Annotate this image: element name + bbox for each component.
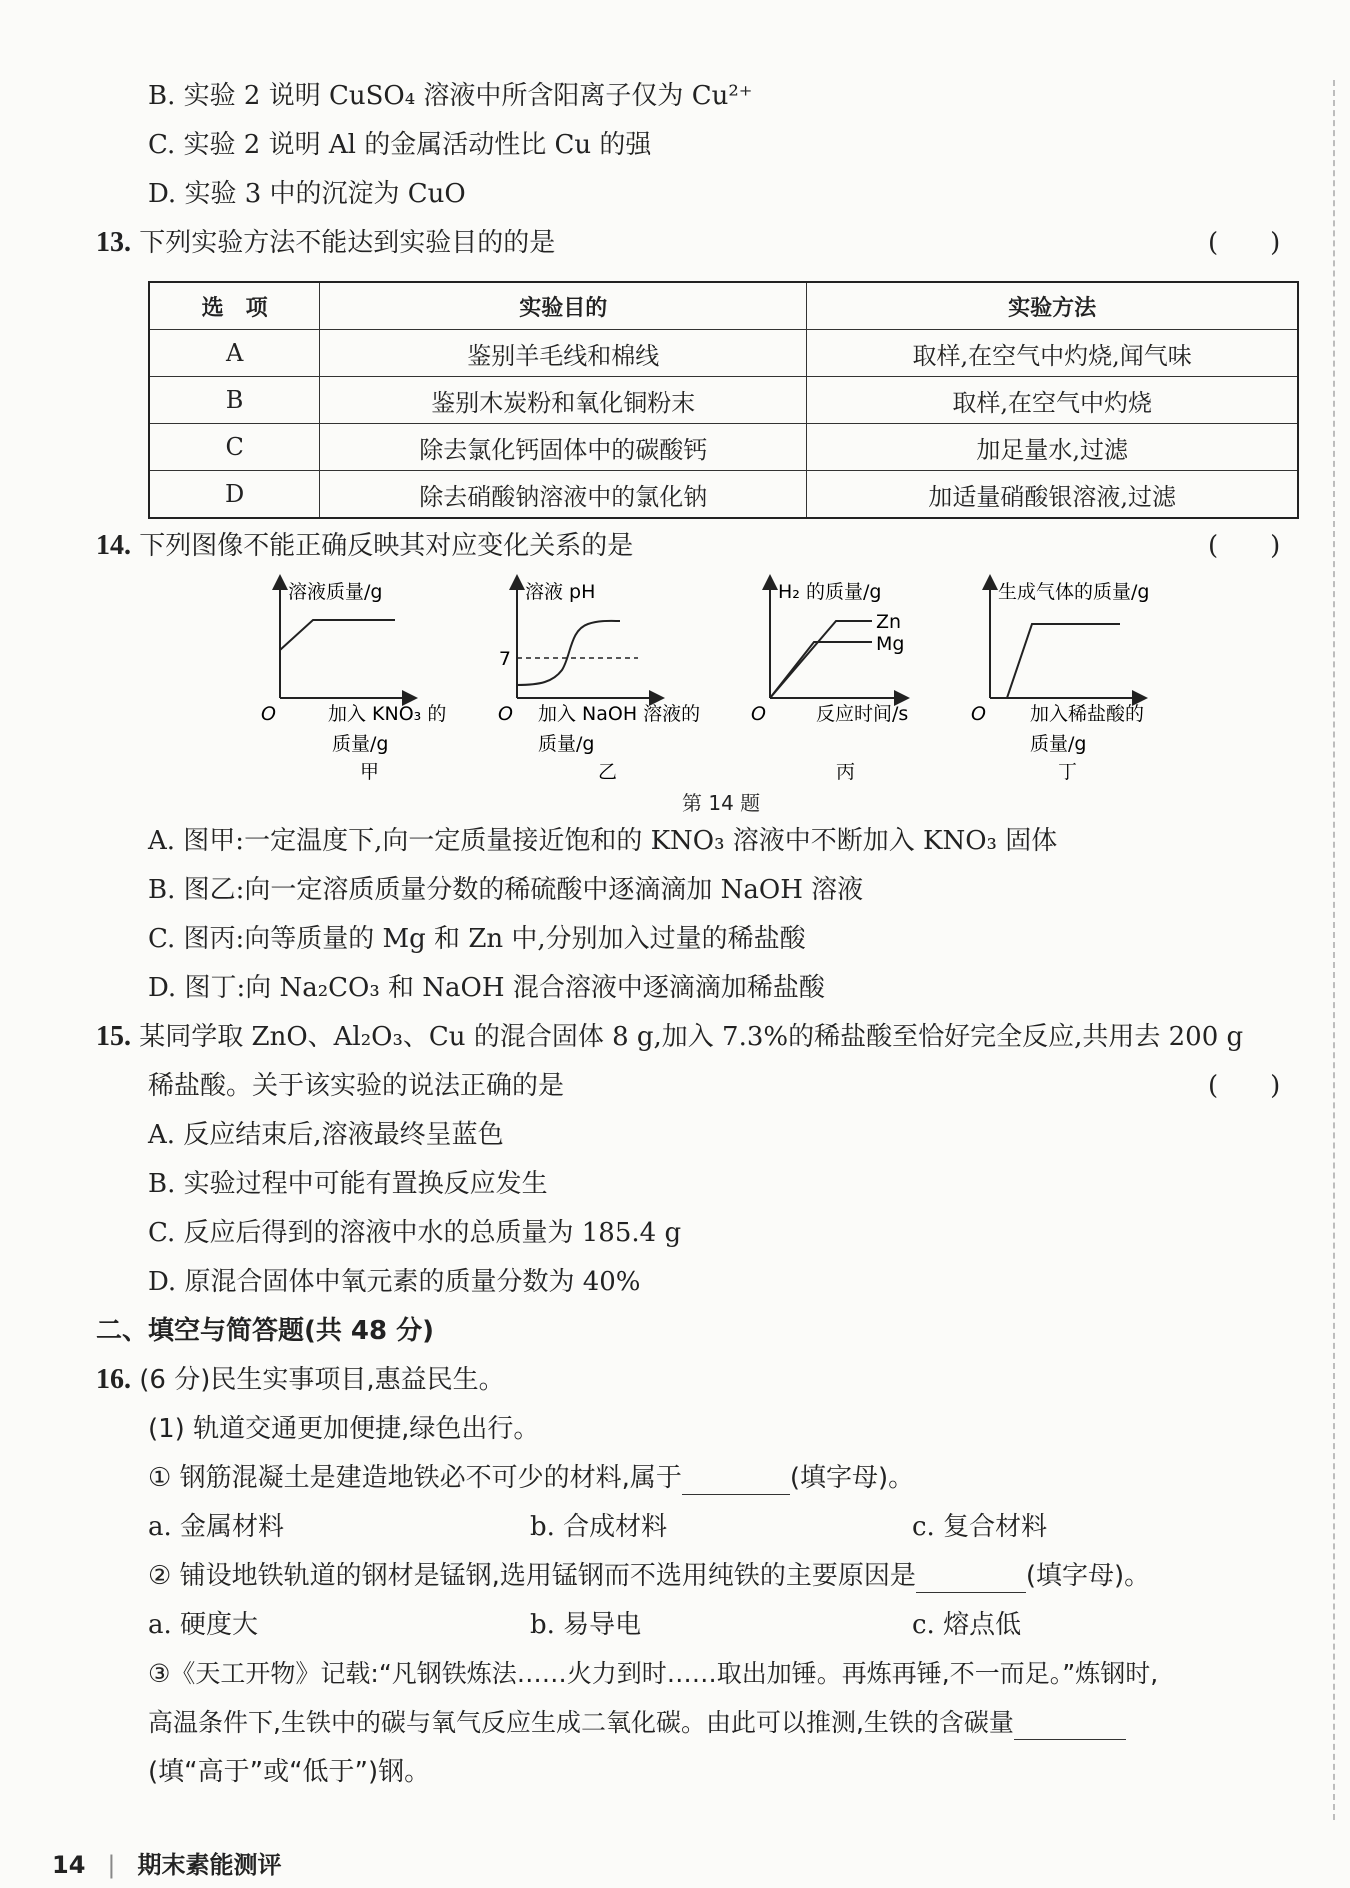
- y-axis-label: H₂ 的质量/g: [778, 581, 882, 603]
- q16-stem: (6 分)民生实事项目,惠益民生。: [139, 1365, 505, 1395]
- q16-item-3-line2: [148, 1706, 1126, 1740]
- q15-option-a: A. 反应结束后,溶液最终呈蓝色: [148, 1120, 504, 1150]
- q16-item-1-text: ① 钢筋混凝土是建造地铁必不可少的材料,属于: [148, 1463, 682, 1493]
- q16-question: [96, 1363, 505, 1397]
- series-label-mg: Mg: [876, 633, 905, 655]
- q16-item-3-line3: (填“高于”或“低于”)钢。: [148, 1757, 431, 1787]
- chart-name: 乙: [598, 761, 618, 780]
- q16-item-1-option-a: a. 金属材料: [148, 1512, 285, 1542]
- q14-number: 14.: [96, 530, 131, 561]
- x-axis-label-line2: 质量/g: [332, 733, 389, 755]
- footer-title: 期末素能测评: [137, 1851, 282, 1879]
- q15-stem-line2: 稀盐酸。关于该实验的说法正确的是: [148, 1071, 565, 1101]
- chart-ding: [971, 581, 1149, 780]
- chart-name: 甲: [360, 761, 380, 780]
- table-cell: B: [149, 377, 320, 424]
- q16-item-2: [148, 1559, 1150, 1593]
- table-cell: 取样,在空气中灼烧: [807, 377, 1298, 424]
- y-axis-label: 生成气体的质量/g: [998, 581, 1150, 603]
- q15-stem-line1: 某同学取 ZnO、Al₂O₃、Cu 的混合固体 8 g,加入 7.3%的稀盐酸至恰好完全反应,共用去 200 g: [139, 1022, 1244, 1052]
- chart-name: 丁: [1058, 761, 1078, 780]
- curve-mg: [770, 642, 872, 698]
- q16-item-2-text: ② 铺设地铁轨道的钢材是锰钢,选用锰钢而不选用纯铁的主要原因是: [148, 1561, 916, 1591]
- q13-answer-paren: ( ): [1208, 228, 1281, 258]
- table-row: [149, 471, 1298, 519]
- table-row: [149, 424, 1298, 471]
- q16-item-3-text: 高温条件下,生铁中的碳与氧气反应生成二氧化碳。由此可以推测,生铁的含碳量: [148, 1708, 1014, 1737]
- q16-item-1-option-b: b. 合成材料: [530, 1512, 668, 1542]
- x-axis-label: 反应时间/s: [816, 703, 909, 725]
- q16-number: 16.: [96, 1364, 131, 1395]
- q16-subquestion-1: (1) 轨道交通更加便捷,绿色出行。: [148, 1414, 540, 1444]
- q15-number: 15.: [96, 1021, 131, 1052]
- y-axis-label: 溶液质量/g: [288, 581, 383, 603]
- table-cell: 除去硝酸钠溶液中的氯化钠: [320, 471, 807, 519]
- q14-figure-caption: 第 14 题: [682, 791, 761, 815]
- table-cell: A: [149, 330, 320, 377]
- chart-name: 丙: [836, 761, 856, 780]
- table-header: 实验目的: [320, 282, 807, 330]
- origin-label: O: [498, 703, 513, 725]
- q14-answer-paren: ( ): [1208, 531, 1281, 561]
- origin-label: O: [261, 703, 276, 725]
- series-label-zn: Zn: [876, 611, 902, 633]
- table-cell: C: [149, 424, 320, 471]
- q14-figure-group: [240, 570, 1220, 780]
- origin-label: O: [751, 703, 766, 725]
- x-axis-label-line1: 加入稀盐酸的: [1030, 703, 1145, 725]
- page-number: 14: [52, 1851, 86, 1879]
- table-row: [149, 377, 1298, 424]
- y-tick-7: 7: [498, 648, 511, 670]
- q16-item-2-suffix: (填字母)。: [1025, 1561, 1151, 1591]
- x-axis-label-line1: 加入 KNO₃ 的: [328, 703, 447, 725]
- q15-option-b: B. 实验过程中可能有置换反应发生: [148, 1169, 548, 1199]
- answer-blank[interactable]: [682, 1494, 790, 1495]
- q16-item-2-option-b: b. 易导电: [530, 1610, 642, 1640]
- q14-question: [96, 529, 633, 563]
- q13-options-table: [148, 281, 1299, 519]
- q14-option-a: A. 图甲:一定温度下,向一定质量接近饱和的 KNO₃ 溶液中不断加入 KNO₃ 固体: [148, 826, 1058, 856]
- q16-item-2-option-c: c. 熔点低: [912, 1610, 1022, 1640]
- curve-ph: [517, 621, 620, 685]
- table-cell: 取样,在空气中灼烧,闻气味: [807, 330, 1298, 377]
- q13-question: [96, 226, 555, 260]
- curve-zn: [770, 621, 872, 698]
- q16-item-1-option-c: c. 复合材料: [912, 1512, 1048, 1542]
- x-axis-label-line2: 质量/g: [1030, 733, 1087, 755]
- q16-item-1: [148, 1461, 914, 1495]
- chart-jia: [261, 581, 446, 780]
- section-heading: 二、填空与简答题(共 48 分): [96, 1316, 435, 1346]
- table-row: [149, 330, 1298, 377]
- table-cell: D: [149, 471, 320, 519]
- q12-option-d: D. 实验 3 中的沉淀为 CuO: [148, 179, 466, 209]
- table-cell: 加适量硝酸银溶液,过滤: [807, 471, 1298, 519]
- q15-question-line1: [96, 1020, 1243, 1054]
- y-axis-label: 溶液 pH: [525, 581, 596, 603]
- q12-option-b: B. 实验 2 说明 CuSO₄ 溶液中所含阳离子仅为 Cu²⁺: [148, 81, 753, 111]
- q13-stem: 下列实验方法不能达到实验目的的是: [139, 228, 556, 258]
- q14-option-c: C. 图丙:向等质量的 Mg 和 Zn 中,分别加入过量的稀盐酸: [148, 924, 806, 954]
- page-footer: [52, 1845, 282, 1880]
- origin-label: O: [971, 703, 986, 725]
- table-header: 选 项: [149, 282, 320, 330]
- table-cell: 鉴别羊毛线和棉线: [320, 330, 807, 377]
- answer-blank[interactable]: [916, 1592, 1026, 1593]
- q12-option-c: C. 实验 2 说明 Al 的金属活动性比 Cu 的强: [148, 130, 652, 160]
- table-header: 实验方法: [807, 282, 1298, 330]
- x-axis-label-line2: 质量/g: [538, 733, 595, 755]
- q15-option-d: D. 原混合固体中氧元素的质量分数为 40%: [148, 1267, 641, 1297]
- margin-divider: [1333, 80, 1335, 1820]
- q13-number: 13.: [96, 227, 131, 258]
- footer-separator: |: [107, 1851, 116, 1879]
- curve-solution-mass: [280, 620, 395, 650]
- curve-gas-mass: [990, 624, 1120, 698]
- table-cell: 鉴别木炭粉和氧化铜粉末: [320, 377, 807, 424]
- chart-bing: [751, 581, 908, 780]
- table-cell: 加足量水,过滤: [807, 424, 1298, 471]
- q16-item-3-line1: ③《天工开物》记载:“凡钢铁炼法……火力到时……取出加锤。再炼再锤,不一而足。”炼钢时,: [148, 1659, 1159, 1688]
- q15-answer-paren: ( ): [1208, 1071, 1281, 1101]
- q15-option-c: C. 反应后得到的溶液中水的总质量为 185.4 g: [148, 1218, 682, 1248]
- x-axis-label-line1: 加入 NaOH 溶液的: [538, 703, 701, 725]
- q16-item-1-suffix: (填字母)。: [789, 1463, 915, 1493]
- q16-item-2-option-a: a. 硬度大: [148, 1610, 259, 1640]
- q14-stem: 下列图像不能正确反映其对应变化关系的是: [139, 531, 634, 561]
- q14-option-b: B. 图乙:向一定溶质质量分数的稀硫酸中逐滴滴加 NaOH 溶液: [148, 875, 864, 905]
- table-header-row: [149, 282, 1298, 330]
- q14-option-d: D. 图丁:向 Na₂CO₃ 和 NaOH 混合溶液中逐滴滴加稀盐酸: [148, 973, 825, 1003]
- chart-yi: [498, 581, 700, 780]
- table-cell: 除去氯化钙固体中的碳酸钙: [320, 424, 807, 471]
- answer-blank[interactable]: [1014, 1739, 1126, 1740]
